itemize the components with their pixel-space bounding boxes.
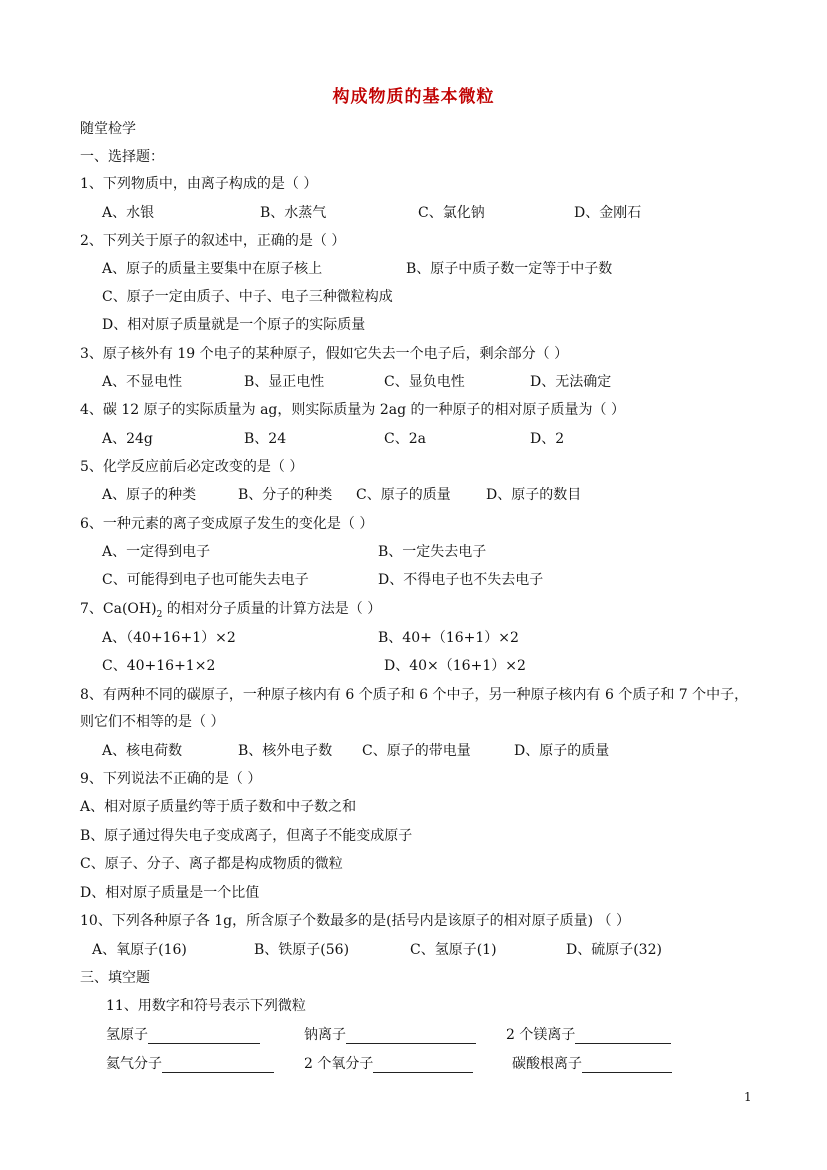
section-heading: 随堂检学 [80,121,136,137]
answer-blank[interactable] [582,1057,672,1073]
q2-option-a: A、原子的质量主要集中在原子核上 [102,261,323,277]
question-10: 10、下列各种原子各 1g，所含原子个数最多的是(括号内是该原子的相对原子质量) （ ） [80,913,630,929]
q8-option-d: D、原子的质量 [514,743,610,759]
q4-option-a: A、24g [102,431,153,447]
q11-label: 2 个镁离子 [506,1027,576,1043]
q7-option-a: A、（40+16+1）×2 [102,630,236,646]
q7-stem-subscript: 2 [156,609,163,620]
answer-blank[interactable] [148,1028,260,1044]
question-4: 4、碳 12 原子的实际质量为 ag，则实际质量为 2ag 的一种原子的相对原子质量为（ ） [80,402,625,418]
q7-option-c: C、40+16+1×2 [102,658,216,674]
page-title: 构成物质的基本微粒 [332,87,495,107]
q7-stem-post: 的相对分子质量的计算方法是（ ） [162,601,382,617]
q1-option-d: D、金刚石 [574,205,642,221]
question-3: 3、原子核外有 19 个电子的某种原子，假如它失去一个电子后，剩余部分（ ） [80,346,569,362]
question-7 [80,600,381,624]
q11-label: 氦气分子 [106,1056,162,1072]
q5-option-b: B、分子的种类 [238,487,333,503]
q3-option-a: A、不显电性 [102,374,183,390]
q9-option-b: B、原子通过得失电子变成离子，但离子不能变成原子 [80,828,413,844]
q8-option-a: A、核电荷数 [102,743,183,759]
question-2: 2、下列关于原子的叙述中，正确的是（ ） [80,233,346,249]
answer-blank[interactable] [162,1057,274,1073]
q11-blank-oxygen-molecules [304,1055,473,1073]
q3-option-b: B、显正电性 [244,374,325,390]
q11-label: 碳酸根离子 [512,1056,582,1072]
q1-option-c: C、氯化钠 [418,205,485,221]
question-8-cont: 则它们不相等的是（ ） [80,714,225,730]
page-number: 1 [744,1090,752,1104]
q9-option-c: C、原子、分子、离子都是构成物质的微粒 [80,856,343,872]
q1-option-a: A、水银 [102,205,155,221]
q8-option-c: C、原子的带电量 [362,743,471,759]
q11-blank-magnesium-ions [506,1026,671,1044]
q2-option-b: B、原子中质子数一定等于中子数 [406,261,613,277]
question-8: 8、有两种不同的碳原子，一种原子核内有 6 个质子和 6 个中子，另一种原子核内有 6 个质子和 7 个中子， [80,687,749,703]
q11-label: 氢原子 [106,1027,148,1043]
q6-option-a: A、一定得到电子 [102,544,211,560]
q4-option-b: B、24 [244,431,287,447]
q1-option-b: B、水蒸气 [260,205,327,221]
q6-option-d: D、不得电子也不失去电子 [378,572,544,588]
answer-blank[interactable] [373,1057,473,1073]
q4-option-d: D、2 [530,431,565,447]
question-6: 6、一种元素的离子变成原子发生的变化是（ ） [80,516,374,532]
q10-option-c: C、氢原子(1) [410,942,497,958]
q5-option-a: A、原子的种类 [102,487,197,503]
q9-option-a: A、相对原子质量约等于质子数和中子数之和 [80,799,357,815]
q7-stem-pre: 7、Ca(OH) [80,601,157,617]
q7-option-b: B、40+（16+1）×2 [378,630,519,646]
q10-option-d: D、硫原子(32) [566,942,662,958]
q11-blank-helium-molecule [106,1055,274,1073]
q2-option-c: C、原子一定由质子、中子、电子三种微粒构成 [102,289,393,305]
q5-option-c: C、原子的质量 [356,487,451,503]
question-11: 11、用数字和符号表示下列微粒 [106,998,306,1014]
answer-blank[interactable] [575,1028,671,1044]
question-9: 9、下列说法不正确的是（ ） [80,771,262,787]
q5-option-d: D、原子的数目 [486,487,582,503]
q7-option-d: D、40×（16+1）×2 [384,658,526,674]
question-1: 1、下列物质中，由离子构成的是（ ） [80,176,318,192]
q6-option-c: C、可能得到电子也可能失去电子 [102,572,309,588]
q4-option-c: C、2a [384,431,426,447]
q10-option-a: A、氧原子(16) [92,942,187,958]
part-heading-choice: 一、选择题： [80,149,164,165]
q2-option-d: D、相对原子质量就是一个原子的实际质量 [102,317,366,333]
q6-option-b: B、一定失去电子 [378,544,487,560]
q11-label: 2 个氧分子 [304,1056,374,1072]
q8-option-b: B、核外电子数 [238,743,333,759]
answer-blank[interactable] [346,1028,476,1044]
q11-blank-sodium-ion [304,1026,476,1044]
q11-label: 钠离子 [304,1027,346,1043]
q11-blank-hydrogen-atom [106,1026,260,1044]
q9-option-d: D、相对原子质量是一个比值 [80,885,260,901]
q3-option-c: C、显负电性 [384,374,465,390]
q11-blank-carbonate-ion [512,1055,672,1073]
q10-option-b: B、铁原子(56) [254,942,350,958]
q3-option-d: D、无法确定 [530,374,612,390]
part-heading-fill: 三、填空题 [80,970,150,986]
question-5: 5、化学反应前后必定改变的是（ ） [80,459,304,475]
